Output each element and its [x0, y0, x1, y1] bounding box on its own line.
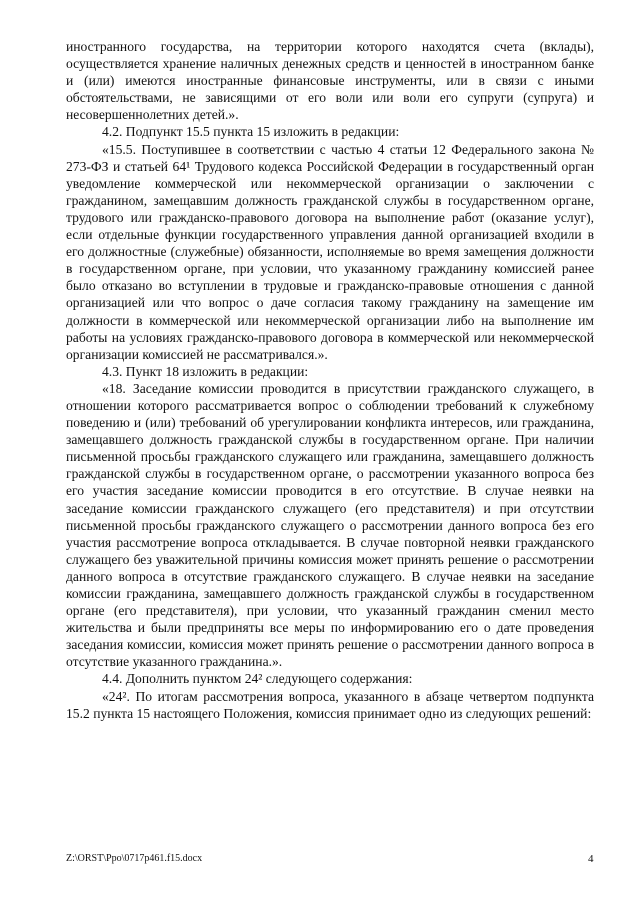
footer-file-path: Z:\ORST\Ppo\0717p461.f15.docx: [66, 853, 203, 864]
page-number: 4: [588, 853, 594, 865]
paragraph-18: «18. Заседание комиссии проводится в присутствии гражданского служащего, в отношении которого рассматривается вопрос о соблюдении требований к служебному поведению и (или) требований об урегулировании конфликта интересов, или гражданина, замещавшего должность гражданской службы в государственном органе. При наличии письменной просьбы гражданского служащего или гражданина, замещавшего должность гражданской службы в государственном органе, о рассмотрении указанного вопроса без его участия заседание комиссии проводится в его отсутствие. В случае неявки на заседание комиссии гражданского служащего (его представителя) и при отсутствии письменной просьбы гражданского служащего о рассмотрении данного вопроса без его участия рассмотрение вопроса откладывается. В случае повторной неявки гражданского служащего без уважительной причины комиссия может принять решение о рассмотрении данного вопроса в отсутствие гражданского служащего. В случае неявки на заседание комиссии гражданина, замещавшего должность гражданской службы в государственном органе (его представителя), при условии, что указанный гражданин сменил место жительства и были предприняты все меры по информированию его о дате проведения заседания комиссии, комиссия может принять решение о рассмотрении данного вопроса в отсутствие указанного гражданина.».: [66, 380, 594, 670]
paragraph-15-5: «15.5. Поступившее в соответствии с частью 4 статьи 12 Федерального закона № 273-ФЗ и статьей 64¹ Трудового кодекса Российской Федерации в государственный орган уведомление коммерческой или некоммерческой организации о заключении с гражданином, замещавшим должность гражданской службы в государственном органе, трудового или гражданско-правового договора на выполнение работ (оказание услуг), если отдельные функции государственного управления данной организацией входили в его должностные (служебные) обязанности, исполняемые во время замещения должности в государственном органе, при условии, что указанному гражданину комиссией ранее было отказано во вступлении в трудовые и гражданско-правовые отношения с данной организацией или что вопрос о даче согласия такому гражданину на замещение им должности в коммерческой или некоммерческой организации либо на выполнение им работы на условиях гражданско-правового договора в коммерческой или некоммерческой организации комиссией не рассматривался.».: [66, 141, 594, 362]
document-body: [66, 38, 594, 722]
paragraph-4-2: 4.2. Подпункт 15.5 пункта 15 изложить в редакции:: [102, 124, 400, 140]
paragraph-24-2: «24². По итогам рассмотрения вопроса, указанного в абзаце четвертом подпункта 15.2 пункта 15 настоящего Положения, комиссия принимает одно из следующих решений:: [66, 688, 594, 721]
paragraph-continuation: иностранного государства, на территории которого находятся счета (вклады), осуществляется хранение наличных денежных средств и ценностей в иностранном банке и (или) имеются иностранные финансовые инструменты, или в связи с иными обстоятельствами, не зависящими от его воли или воли его супруги (супруга) и несовершеннолетних детей.».: [66, 39, 594, 123]
paragraph-4-3: 4.3. Пункт 18 изложить в редакции:: [102, 363, 309, 379]
paragraph-4-4: 4.4. Дополнить пунктом 24² следующего содержания:: [102, 671, 413, 687]
